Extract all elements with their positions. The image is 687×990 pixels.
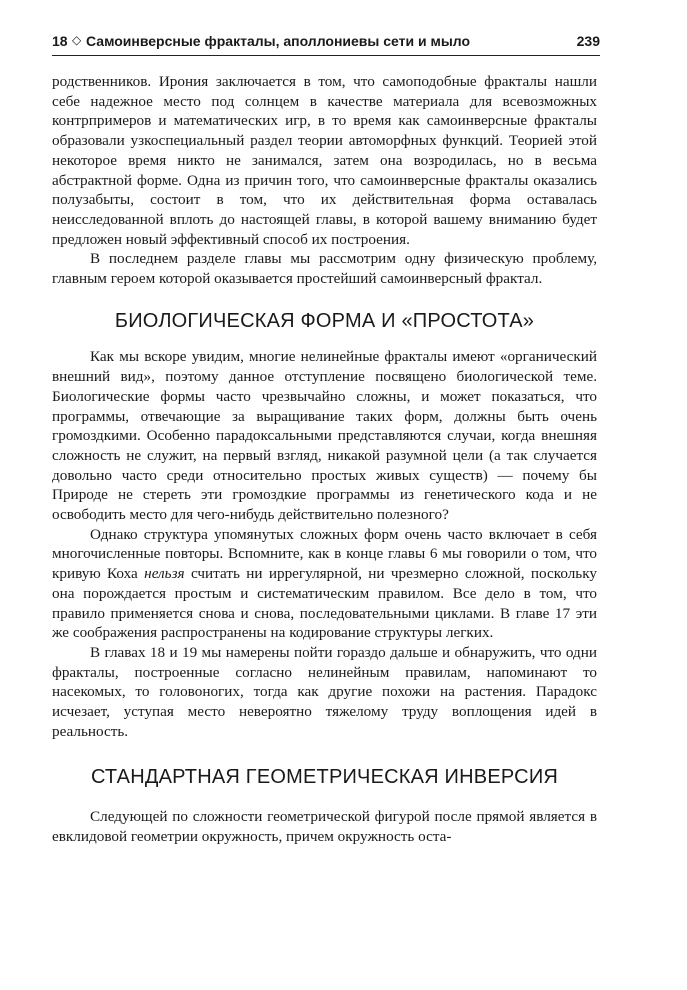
paragraph: Как мы вскоре увидим, многие нелинейные фракталы имеют «органический внешний вид», поэтому данное отступление посвящено биологической теме. Биологические формы часто чрезвычайно сложны, и может показаться, что программы, отвечающие за выращивание таких форм, должны быть очень громоздкими. Особенно парадоксальными представляются случаи, когда внешняя сложность не служит, на первый взгляд, никакой разумной цели (а так случается довольно часто среди относительно простых живых существ) — почему бы Природе не стереть эти громоздкие программы из генетического кода и не освободить место для чего-нибудь действительно полезного?	[52, 348, 597, 524]
running-header	[52, 33, 600, 59]
paragraph	[52, 525, 597, 643]
header-rule	[52, 55, 600, 56]
chapter-number: 18	[52, 33, 68, 49]
paragraph: В последнем разделе главы мы рассмотрим одну физическую проблему, главным героем которой оказывается простейший самоинверсный фрактал.	[52, 250, 597, 288]
diamond-icon: ◇	[72, 33, 82, 47]
chapter-title: Самоинверсные фракталы, аполлониевы сети и мыло	[86, 33, 471, 49]
section-heading: СТАНДАРТНАЯ ГЕОМЕТРИЧЕСКАЯ ИНВЕРСИЯ	[90, 765, 559, 788]
page-number: 239	[576, 33, 600, 49]
paragraph: В главах 18 и 19 мы намерены пойти гораздо дальше и обнаружить, что одни фракталы, построенные согласно нелинейным правилам, напоминают то насекомых, то головоногих, тогда как другие похожи на растения. Парадокс исчезает, уступая место невероятно тяжелому труду воплощения идей в реальность.	[52, 643, 597, 740]
emphasis: нельзя	[144, 565, 185, 583]
paragraph: Следующей по сложности геометрической фигурой после прямой является в евклидовой геометрии окружность, причем окружность оста-	[52, 808, 597, 845]
text-run: Однако структура упомянутых сложных форм очень часто включает в себя многочисленные повторы. Вспомните, как в конце главы 6 мы говорили о том, что кривую Коха	[52, 525, 597, 583]
section-heading: БИОЛОГИЧЕСКАЯ ФОРМА И «ПРОСТОТА»	[114, 309, 535, 332]
paragraph: родственников. Ирония заключается в том, что самоподобные фракталы нашли себе надежное место под солнцем в качестве материала для всевозможных контрпримеров и математических игр, в то время как самоинверсные фракталы образовали узкоспециальный раздел теории автоморфных функций. Теорией этой некоторое время никто не занимался, затем она возродилась, но в весьма абстрактной форме. Одна из причин того, что самоинверсные фракталы оказались полузабыты, состоит в том, что их действительная форма оставалась неисследованной вплоть до настоящей главы, в которой вашему вниманию будет предложен новый эффективный способ их построения.	[52, 73, 597, 248]
page-body	[52, 72, 597, 847]
text-run: считать ни иррегулярной, ни чрезмерно сложной, поскольку она порождается простым и систематическим правилом. Все дело в том, что правило применяется снова и снова, последовательными циклами. В главе 17 эти же соображения распространены на кодирование структуры легких.	[52, 565, 597, 642]
